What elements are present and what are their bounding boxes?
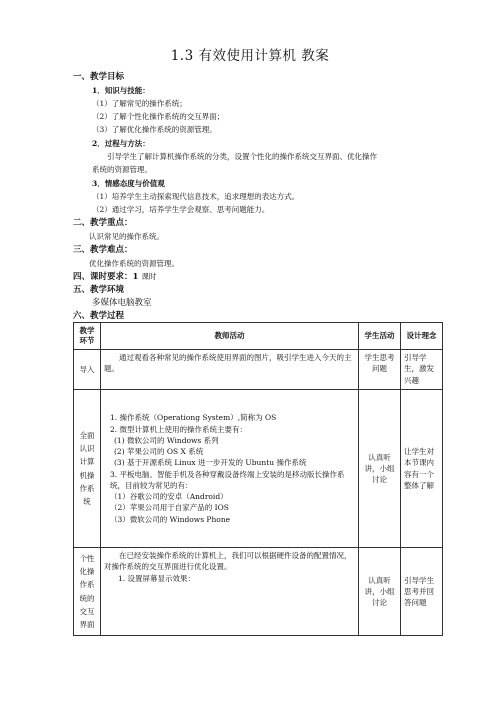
idea-cell: 让学生对本节课内容有一个整体了解	[401, 390, 443, 548]
attitude-item-2: （2）通过学习，培养学生学会观察、思考问题能力。	[92, 205, 270, 214]
environment-text: 多媒体电脑教室	[92, 298, 152, 308]
process-text-line-1: 引导学生了解计算机操作系统的分类，设置个性化的操作系统交互界面、优化操作	[107, 152, 377, 161]
table-row	[74, 390, 443, 548]
teacher-cell	[101, 390, 359, 548]
student-cell: 学生思考问题	[359, 350, 401, 390]
section-heading-key-points: 二、教学重点：	[73, 218, 133, 228]
subheading-process: 2．过程与方法：	[92, 139, 150, 148]
teacher-line: (3) 基于开源系统 Linux 进一步开发的 Ubuntu 操作系统	[114, 458, 307, 468]
teacher-line: （1）谷歌公司的安卓（Android）	[110, 492, 228, 501]
teacher-line: 2. 微型计算机上使用的操作系统主要有：	[110, 424, 248, 434]
table-header-row	[74, 323, 443, 350]
teacher-cell	[101, 548, 359, 636]
knowledge-item-2: （2）了解个性化操作系统的交互界面；	[92, 112, 225, 121]
attitude-item-1: （1）培养学生主动探索现代信息技术，追求理想的表达方式。	[92, 192, 300, 201]
knowledge-item-1: （1）了解常见的操作系统；	[92, 99, 187, 108]
section-heading-difficulties: 三、教学难点：	[73, 245, 133, 255]
subheading-attitude: 3．情感态度与价值观	[92, 179, 165, 188]
student-cell: 认真听讲，小组讨论	[359, 390, 401, 548]
header-teacher: 教师活动	[101, 323, 359, 350]
hours-label: 四、课时要求：	[73, 272, 133, 282]
teacher-line: 1. 设置屏幕显示效果：	[118, 573, 196, 583]
subheading-knowledge: 1．知识与技能：	[92, 86, 150, 95]
hours-unit: 课时	[141, 272, 157, 281]
teacher-line: （2）苹果公司用于自家产品的 IOS	[110, 503, 229, 513]
teaching-process-table	[73, 322, 443, 636]
stage-cell: 全面认识计算机操作系统	[74, 390, 101, 548]
knowledge-item-3: （3）了解优化操作系统的资源管理。	[92, 125, 217, 134]
section-heading-hours	[73, 272, 156, 283]
teacher-line: (2) 苹果公司的 OS X 系统	[114, 447, 204, 456]
key-points-text: 认识常见的操作系统。	[89, 232, 164, 241]
page-title: 1.3 有效使用计算机 教案	[170, 48, 330, 64]
teacher-line: 1. 操作系统（Operationg System）,简称为 OS	[110, 413, 277, 423]
teacher-cell	[101, 350, 359, 390]
stage-cell: 个性化操作系统的交互界面	[74, 548, 101, 636]
student-cell: 认真听讲，小组讨论	[359, 548, 401, 636]
teacher-line: （3）微软公司的 Windows Phone	[110, 514, 231, 524]
header-stage: 教学环节	[74, 323, 101, 350]
section-heading-process: 六、教学过程	[73, 311, 125, 321]
header-idea: 设计理念	[401, 323, 443, 350]
process-text-line-2: 系统的资源管理。	[92, 165, 152, 174]
difficulties-text: 优化操作系统的资源管理。	[89, 259, 179, 268]
hours-value: 1	[132, 272, 139, 282]
table-row	[74, 548, 443, 636]
idea-cell: 引导学生，激发兴趣	[401, 350, 443, 390]
section-heading-objectives: 一、教学目标	[73, 72, 125, 82]
teacher-line: 3. 平板电脑、智能手机及各种穿戴设备终端上安装的是移动版长操作系统，目前较为常见的有：	[110, 469, 345, 490]
teacher-line: 在已经安装操作系统的计算机上，我们可以根据硬件设备的配置情况，对操作系统的交互界面进行优化设置。	[104, 551, 352, 572]
table-row	[74, 350, 443, 390]
teacher-text: 通过观看各种常见的操作系统使用界面的图片，吸引学生进入今天的主题。	[104, 353, 352, 374]
header-student: 学生活动	[359, 323, 401, 350]
stage-cell: 导入	[74, 350, 101, 390]
section-heading-environment: 五、教学环境	[73, 285, 125, 295]
idea-cell: 引导学生思考并回答问题	[401, 548, 443, 636]
teacher-line: (1) 微软公司的 Windows 系列	[114, 435, 219, 445]
